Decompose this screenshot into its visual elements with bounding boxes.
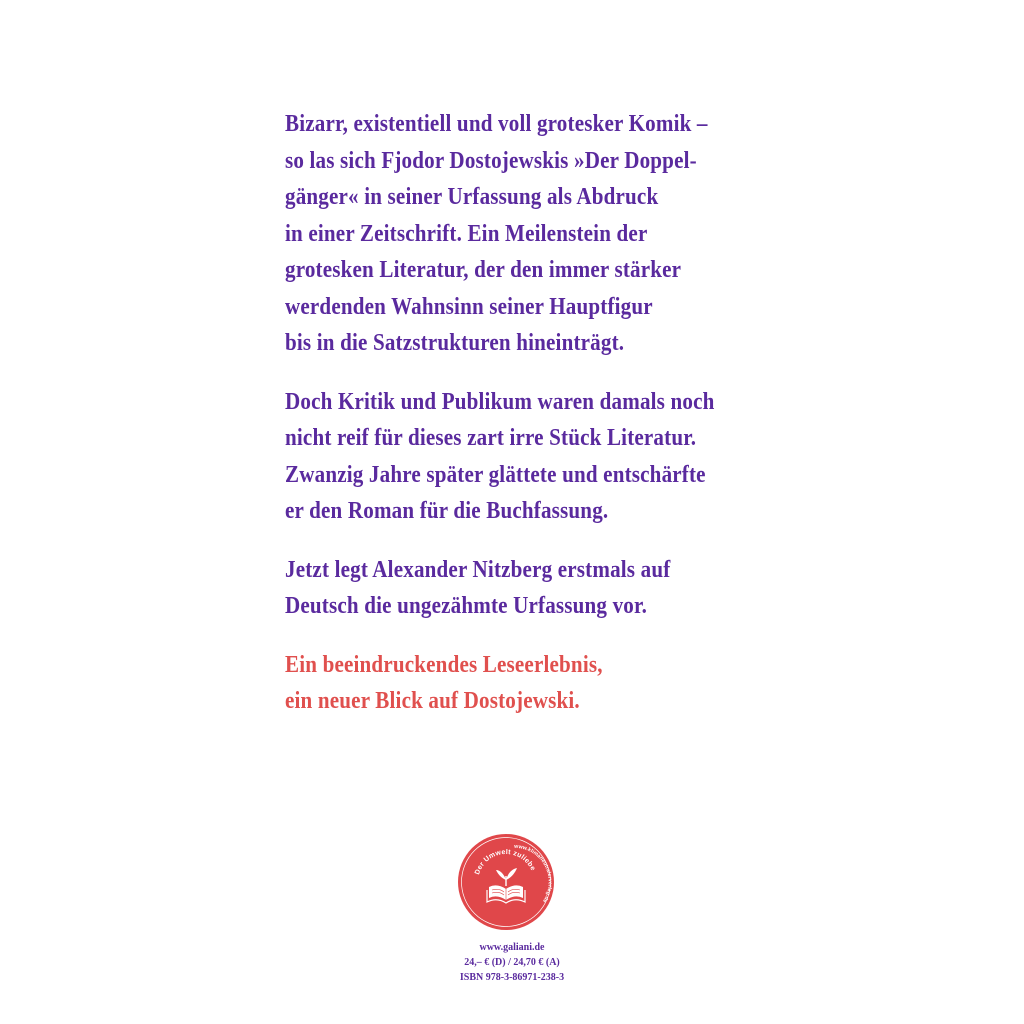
blurb-line: Doch Kritik und Publikum waren damals noch [285,387,715,415]
blurb-line: in einer Zeitschrift. Ein Meilenstein der [285,219,648,247]
blurb-paragraph-3 [285,552,765,625]
blurb-paragraph-2 [285,384,765,530]
climate-neutral-badge [456,832,556,932]
blurb-line: Bizarr, existentiell und voll grotesker Komik – [285,110,708,137]
blurb-highlight-paragraph [285,647,765,720]
publisher-website: www.galiani.de [479,942,545,953]
blurb-line: werdenden Wahnsinn seiner Hauptfigur [285,292,653,320]
badge-top-text: Der Umwelt zuliebe [474,848,537,876]
blurb-line: Jetzt legt Alexander Nitzberg erstmals auf [285,555,671,583]
price-label: 24,– € (D) / 24,70 € (A) [464,957,560,968]
blurb-line: ein neuer Blick auf Dostojewski. [285,687,580,714]
climate-neutral-seal-icon [456,832,556,932]
blurb-line: so las sich Fjodor Dostojewskis »Der Doppel- [285,146,697,174]
imprint-info [412,940,612,985]
isbn-label: ISBN 978-3-86971-238-3 [459,972,565,983]
blurb-line: bis in die Satzstrukturen hineinträgt. [285,329,625,356]
blurb-paragraph-1 [285,106,765,362]
blurb-line: nicht reif für dieses zart irre Stück Literatur. [285,424,697,451]
blurb-line: er den Roman für die Buchfassung. [285,497,609,524]
blurb-text [285,106,765,742]
blurb-line: Ein beeindruckendes Leseerlebnis, [285,650,603,678]
blurb-line: Deutsch die ungezähmte Urfassung vor. [285,592,648,619]
blurb-line: Zwanzig Jahre später glättete und entschärfte [285,460,706,488]
blurb-line: gänger« in seiner Urfassung als Abdruck [285,183,659,210]
badge-side-text: www.klimaneutralerverlag.de [514,843,553,904]
blurb-line: grotesken Literatur, der den immer stärker [285,256,682,283]
